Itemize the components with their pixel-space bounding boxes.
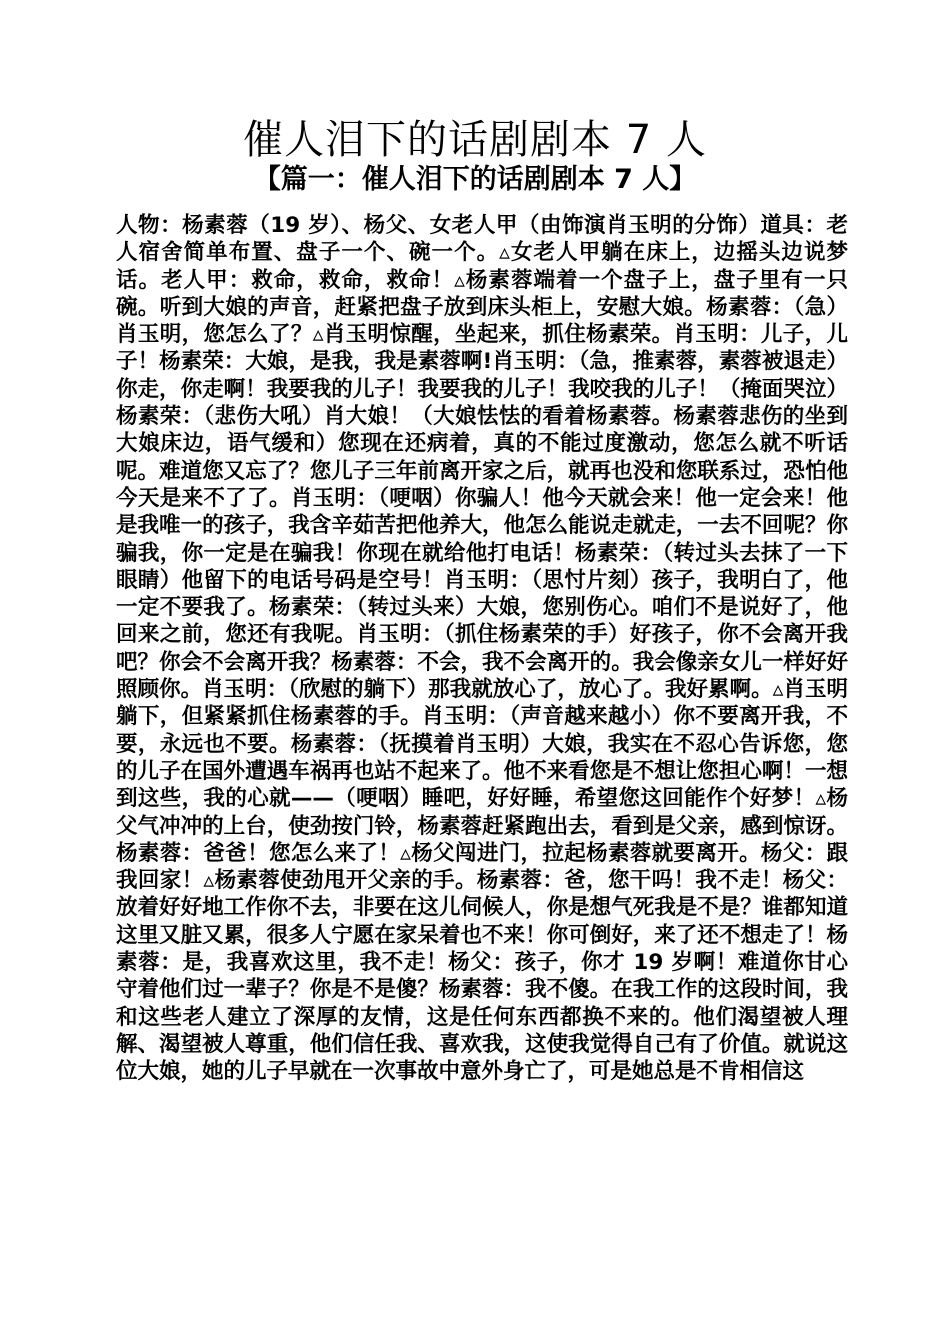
script-body: 人物：杨素蓉（19 岁）、杨父、女老人甲（由饰演肖玉明的分饰）道具：老人宿舍简单布置、盘子一个、碗一个。▵女老人甲躺在床上，边摇头边说梦话。老人甲：救命，救命，救命！▵杨素蓉端着一个盘子上，盘子里有一只碗。听到大娘的声音，赶紧把盘子放到床头柜上，安慰大娘。杨素蓉：（急）肖玉明，您怎么了？▵肖玉明惊醒，坐起来，抓住杨素荣。肖玉明：儿子，儿子！杨素荣：大娘，是我，我是素蓉啊!肖玉明：（急，推素蓉，素蓉被退走）你走，你走啊！我要我的儿子！我要我的儿子！我咬我的儿子！（掩面哭泣）杨素荣：（悲伤大吼）肖大娘！（大娘怯怯的看着杨素蓉。杨素蓉悲伤的坐到大娘床边，语气缓和）您现在还病着，真的不能过度激动，您怎么就不听话呢。难道您又忘了？您儿子三年前离开家之后，就再也没和您联系过，恐怕他今天是来不了了。肖玉明：（哽咽）你骗人！他今天就会来！他一定会来！他是我唯一的孩子，我含辛茹苦把他养大，他怎么能说走就走，一去不回呢？你骗我，你一定是在骗我！你现在就给他打电话！杨素荣：（转过头去抹了一下眼睛）他留下的电话号码是空号！肖玉明：（思忖片刻）孩子，我明白了，他一定不要我了。杨素荣：（转过头来）大娘，您别伤心。咱们不是说好了，他回来之前，您还有我呢。肖玉明：（抓住杨素荣的手）好孩子，你不会离开我吧？你会不会离开我？杨素蓉：不会，我不会离开的。我会像亲女儿一样好好照顾你。肖玉明：（欣慰的躺下）那我就放心了，放心了。我好累啊。▵肖玉明躺下，但紧紧抓住杨素蓉的手。肖玉明：（声音越来越小）你不要离开我，不要，永远也不要。杨素蓉：（抚摸着肖玉明）大娘，我实在不忍心告诉您，您的儿子在国外遭遇车祸再也站不起来了。他不来看您是不想让您担心啊！一想到这些，我的心就——（哽咽）睡吧，好好睡，希望您这回能作个好梦！▵杨父气冲冲的上台，使劲按门铃，杨素蓉赶紧跑出去，看到是父亲，感到惊讶。杨素蓉：爸爸！您怎么来了！▵杨父闯进门，拉起杨素蓉就要离开。杨父：跟我回家！▵杨素蓉使劲甩开父亲的手。杨素蓉：爸，您干吗！我不走！杨父：放着好好地工作你不去，非要在这儿伺候人，你是想气死我是不是？谁都知道这里又脏又累，很多人宁愿在家呆着也不来！你可倒好，来了还不想走了！杨素蓉：是，我喜欢这里，我不走！杨父：孩子，你才 19 岁啊！难道你甘心守着他们过一辈子？你是不是傻？杨素蓉：我不傻。在我工作的这段时间，我和这些老人建立了深厚的友情，这是任何东西都换不来的。他们渴望被人理解、渴望被人尊重，他们信任我、喜欢我，这使我觉得自己有了价值。就说这位大娘，她的儿子早就在一次事故中意外身亡了，可是她总是不肯相信这 xyxy=(116,213,848,1085)
document-subtitle: 【篇一：催人泪下的话剧剧本 7 人】 xyxy=(253,164,697,195)
document-title: 催人泪下的话剧剧本 7 人 xyxy=(243,117,707,163)
